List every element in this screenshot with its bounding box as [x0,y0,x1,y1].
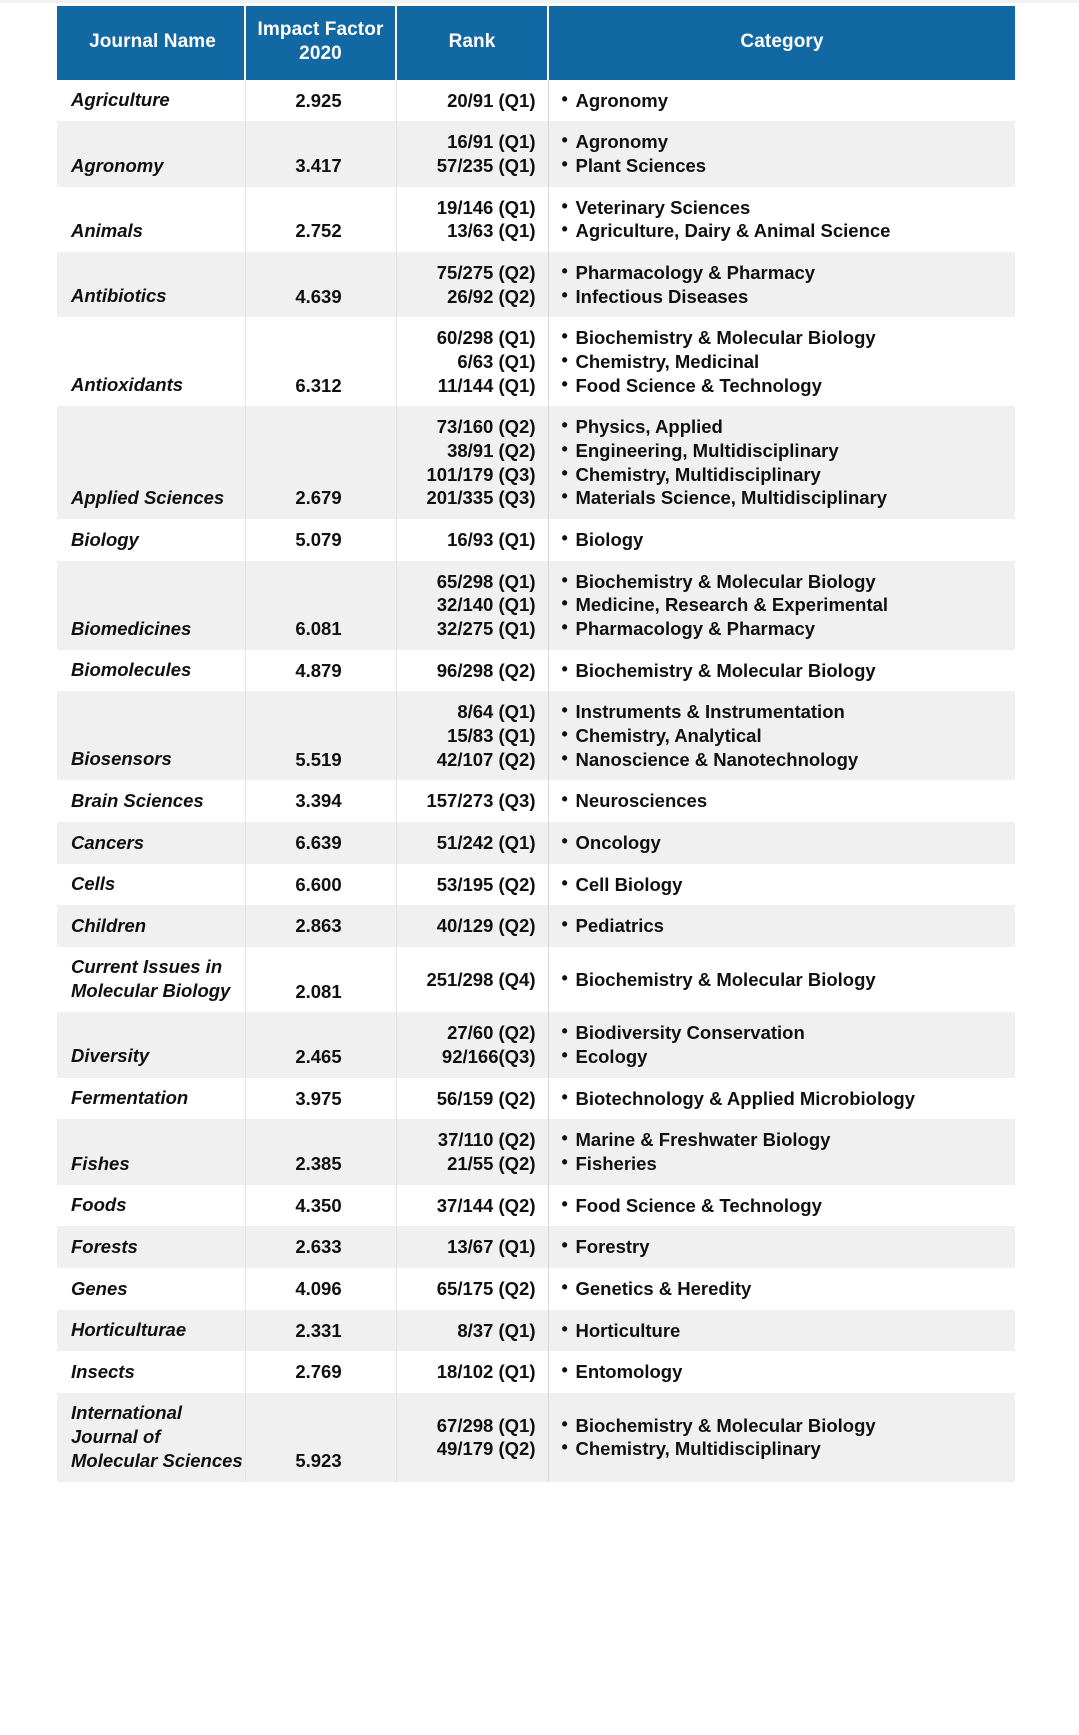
rank-line: 251/298 (Q4) [426,968,536,990]
category-bullet-item: • Pharmacology & Pharmacy [562,261,1008,285]
rank-line: 51/242 (Q1) [436,832,536,854]
cell-journal-name [57,947,245,1012]
cell-impact-factor: 4.639 [245,252,396,317]
category-bullet-item: • Biochemistry & Molecular Biology [562,326,1008,350]
table-row [57,80,1015,122]
journal-name-line: Biosensors [71,748,172,770]
table-row [57,1393,1015,1482]
rank-line: 27/60 (Q2) [447,1022,536,1044]
table-row [57,1268,1015,1310]
category-bullet-item: • Veterinary Sciences [562,196,1008,220]
cell-impact-factor: 2.752 [245,187,396,252]
cell-impact-factor: 2.925 [245,80,396,122]
cell-rank [396,121,548,186]
category-bullet-item: • Biotechnology & Applied Microbiology [562,1087,1008,1111]
category-bullet-item: • Agronomy [562,89,1008,113]
category-bullet-item: • Ecology [562,1045,1008,1069]
cell-impact-factor: 6.639 [245,822,396,864]
cell-rank [396,1226,548,1268]
category-bullet-item: • Chemistry, Analytical [562,724,1008,748]
column-header-category: Category [548,6,1015,80]
cell-impact-factor: 3.975 [245,1078,396,1120]
journal-name-line: Genes [71,1277,128,1299]
cell-impact-factor: 6.081 [245,561,396,650]
journal-name-line: Animals [71,219,143,241]
rank-line: 6/63 (Q1) [457,351,536,372]
rank-line: 40/129 (Q2) [436,915,536,937]
cell-impact-factor: 2.679 [245,406,396,519]
category-bullet-item: • Biology [562,528,1008,552]
journal-impact-factor-table [57,6,1015,1482]
cell-rank [396,1268,548,1310]
cell-journal-name [57,561,245,650]
cell-rank [396,1310,548,1352]
cell-rank [396,1119,548,1184]
journal-name-line: Cancers [71,831,145,853]
category-bullet-item: • Food Science & Technology [562,374,1008,398]
cell-journal-name [57,406,245,519]
table-row [57,187,1015,252]
rank-line: 101/179 (Q3) [426,463,536,485]
rank-line: 92/166(Q3) [441,1045,536,1067]
category-bullet-item: • Biochemistry & Molecular Biology [562,659,1008,683]
table-row [57,1078,1015,1120]
table-header [57,6,1015,80]
journal-name-line: Journal of [71,1425,161,1447]
category-bullet-item: • Physics, Applied [562,415,1008,439]
cell-category [548,252,1015,317]
journal-name-line: Insects [71,1360,135,1382]
journal-name-line: Antibiotics [71,285,167,307]
cell-impact-factor: 4.096 [245,1268,396,1310]
cell-impact-factor: 2.331 [245,1310,396,1352]
rank-line: 53/195 (Q2) [436,873,536,895]
journal-name-line: Agronomy [71,154,164,176]
journal-name-line: Children [71,915,147,937]
cell-rank [396,822,548,864]
category-bullet-item: • Chemistry, Multidisciplinary [562,463,1008,487]
cell-category [548,1268,1015,1310]
rank-line: 16/93 (Q1) [447,529,536,551]
table-row [57,317,1015,406]
table-row [57,121,1015,186]
cell-rank [396,864,548,906]
rank-line: 37/144 (Q2) [436,1194,536,1216]
journal-name-line: Fermentation [71,1087,189,1109]
cell-journal-name [57,187,245,252]
cell-journal-name [57,519,245,561]
journal-name-line: Fishes [71,1152,130,1174]
cell-impact-factor: 2.633 [245,1226,396,1268]
rank-line: 73/160 (Q2) [436,416,536,438]
rank-line: 32/140 (Q1) [436,594,536,616]
cell-rank [396,519,548,561]
cell-journal-name [57,1393,245,1482]
table-row [57,1310,1015,1352]
cell-rank [396,252,548,317]
category-bullet-item: • Fisheries [562,1152,1008,1176]
cell-impact-factor: 2.465 [245,1012,396,1077]
cell-rank [396,650,548,692]
journal-impact-factor-table-container [57,6,1015,1482]
column-header-impact-factor-line1: Impact Factor [257,19,384,40]
cell-journal-name [57,864,245,906]
journal-name-line: Biology [71,528,139,550]
cell-journal-name [57,1351,245,1393]
cell-rank [396,1351,548,1393]
journal-name-line: International [71,1401,183,1423]
category-bullet-item: • Biochemistry & Molecular Biology [562,968,1008,992]
journal-name-line: Molecular Sciences [71,1450,243,1471]
table-row [57,1119,1015,1184]
top-divider [0,0,1079,3]
rank-line: 38/91 (Q2) [447,440,536,462]
cell-impact-factor: 5.079 [245,519,396,561]
rank-line: 67/298 (Q1) [436,1414,536,1436]
journal-name-line: Horticulturae [71,1319,187,1341]
category-bullet-item: • Pharmacology & Pharmacy [562,617,1008,641]
cell-impact-factor: 4.879 [245,650,396,692]
cell-category [548,1351,1015,1393]
cell-category [548,80,1015,122]
rank-line: 65/298 (Q1) [436,570,536,592]
cell-journal-name [57,780,245,822]
rank-line: 60/298 (Q1) [436,327,536,349]
cell-rank [396,905,548,947]
category-bullet-item: • Medicine, Research & Experimental [562,593,1008,617]
cell-rank [396,80,548,122]
journal-name-line: Current Issues in [71,956,223,978]
table-row [57,406,1015,519]
cell-impact-factor: 2.769 [245,1351,396,1393]
category-bullet-item: • Chemistry, Medicinal [562,350,1008,374]
cell-category [548,1393,1015,1482]
category-bullet-item: • Engineering, Multidisciplinary [562,439,1008,463]
rank-line: 19/146 (Q1) [436,196,536,218]
column-header-rank: Rank [396,6,548,80]
category-bullet-item: • Biochemistry & Molecular Biology [562,1414,1008,1438]
rank-line: 57/235 (Q1) [436,154,536,176]
rank-line: 13/67 (Q1) [447,1236,536,1258]
table-row [57,252,1015,317]
rank-line: 37/110 (Q2) [437,1129,536,1151]
rank-line: 96/298 (Q2) [436,659,536,681]
journal-name-line: Agriculture [71,89,170,111]
rank-line: 32/275 (Q1) [436,618,536,640]
cell-impact-factor: 3.417 [245,121,396,186]
journal-name-line: Biomolecules [71,659,192,681]
category-bullet-item: • Pediatrics [562,914,1008,938]
journal-name-line: Diversity [71,1045,150,1067]
cell-category [548,780,1015,822]
table-header-row [57,6,1015,80]
cell-category [548,1012,1015,1077]
category-bullet-item: • Biodiversity Conservation [562,1021,1008,1045]
category-bullet-item: • Entomology [562,1360,1008,1384]
cell-journal-name [57,822,245,864]
rank-line: 13/63 (Q1) [447,220,536,242]
cell-impact-factor: 5.923 [245,1393,396,1482]
category-bullet-item: • Genetics & Heredity [562,1277,1008,1301]
rank-line: 20/91 (Q1) [447,89,536,111]
cell-category [548,121,1015,186]
cell-category [548,1119,1015,1184]
journal-name-line: Molecular Biology [71,980,231,1002]
category-bullet-item: • Biochemistry & Molecular Biology [562,570,1008,594]
journal-name-line: Cells [71,873,116,895]
cell-category [548,1226,1015,1268]
cell-impact-factor: 6.312 [245,317,396,406]
cell-journal-name [57,1268,245,1310]
cell-impact-factor: 2.081 [245,947,396,1012]
table-row [57,691,1015,780]
journal-name-line: Applied Sciences [71,486,225,508]
cell-journal-name [57,1310,245,1352]
category-bullet-item: • Horticulture [562,1319,1008,1343]
category-bullet-item: • Neurosciences [562,789,1008,813]
cell-category [548,691,1015,780]
cell-category [548,406,1015,519]
rank-line: 157/273 (Q3) [426,790,536,812]
category-bullet-item: • Forestry [562,1235,1008,1259]
cell-journal-name [57,691,245,780]
cell-impact-factor: 2.863 [245,905,396,947]
cell-category [548,1310,1015,1352]
cell-impact-factor: 2.385 [245,1119,396,1184]
cell-rank [396,561,548,650]
table-row [57,864,1015,906]
cell-impact-factor: 3.394 [245,780,396,822]
table-row [57,519,1015,561]
cell-category [548,561,1015,650]
table-row [57,561,1015,650]
table-row [57,822,1015,864]
journal-name-line: Brain Sciences [71,790,204,812]
category-bullet-item: • Plant Sciences [562,154,1008,178]
cell-journal-name [57,1119,245,1184]
cell-rank [396,1393,548,1482]
journal-name-line: Biomedicines [71,617,192,639]
cell-journal-name [57,252,245,317]
cell-journal-name [57,121,245,186]
cell-category [548,864,1015,906]
table-row [57,650,1015,692]
cell-journal-name [57,650,245,692]
cell-journal-name [57,1185,245,1227]
cell-category [548,187,1015,252]
table-row [57,1012,1015,1077]
cell-category [548,1078,1015,1120]
cell-rank [396,947,548,1012]
table-row [57,780,1015,822]
cell-journal-name [57,80,245,122]
cell-journal-name [57,1078,245,1120]
cell-rank [396,691,548,780]
category-bullet-item: • Infectious Diseases [562,285,1008,309]
table-row [57,1351,1015,1393]
cell-rank [396,317,548,406]
category-bullet-item: • Agriculture, Dairy & Animal Science [562,219,1008,243]
cell-journal-name [57,317,245,406]
category-bullet-item: • Materials Science, Multidisciplinary [562,486,1008,510]
rank-line: 21/55 (Q2) [447,1152,536,1174]
column-header-impact-factor-line2: 2020 [299,43,342,65]
cell-category [548,822,1015,864]
table-body [57,80,1015,1482]
cell-category [548,1185,1015,1227]
journal-name-line: Forests [71,1235,138,1257]
cell-category [548,947,1015,1012]
rank-line: 26/92 (Q2) [447,285,536,307]
category-bullet-item: • Chemistry, Multidisciplinary [562,1437,1008,1461]
cell-journal-name [57,1012,245,1077]
journal-name-line: Antioxidants [71,374,184,396]
rank-line: 65/175 (Q2) [436,1277,536,1299]
rank-line: 56/159 (Q2) [436,1087,536,1109]
rank-line: 49/179 (Q2) [436,1438,536,1460]
cell-category [548,317,1015,406]
cell-rank [396,1185,548,1227]
category-bullet-item: • Agronomy [562,130,1008,154]
cell-rank [396,1012,548,1077]
cell-impact-factor: 5.519 [245,691,396,780]
rank-line: 42/107 (Q2) [436,748,536,770]
cell-category [548,519,1015,561]
cell-journal-name [57,905,245,947]
category-bullet-item: • Oncology [562,831,1008,855]
rank-line: 8/37 (Q1) [457,1319,536,1341]
category-bullet-item: • Food Science & Technology [562,1194,1008,1218]
journal-name-line: Foods [71,1194,127,1216]
table-row [57,947,1015,1012]
cell-category [548,905,1015,947]
cell-rank [396,1078,548,1120]
category-bullet-item: • Cell Biology [562,873,1008,897]
rank-line: 16/91 (Q1) [447,131,536,153]
rank-line: 18/102 (Q1) [436,1361,536,1383]
cell-impact-factor: 6.600 [245,864,396,906]
cell-category [548,650,1015,692]
column-header-impact-factor [245,6,396,80]
category-bullet-item: • Marine & Freshwater Biology [562,1128,1008,1152]
cell-rank [396,406,548,519]
cell-impact-factor: 4.350 [245,1185,396,1227]
category-bullet-item: • Instruments & Instrumentation [562,700,1008,724]
table-row [57,1185,1015,1227]
category-bullet-item: • Nanoscience & Nanotechnology [562,748,1008,772]
rank-line: 11/144 (Q1) [437,374,536,396]
rank-line: 8/64 (Q1) [457,701,536,723]
table-row [57,905,1015,947]
rank-line: 201/335 (Q3) [426,487,536,509]
cell-rank [396,187,548,252]
column-header-journal-name: Journal Name [57,6,245,80]
cell-rank [396,780,548,822]
rank-line: 15/83 (Q1) [447,725,536,747]
rank-line: 75/275 (Q2) [436,261,536,283]
cell-journal-name [57,1226,245,1268]
table-row [57,1226,1015,1268]
